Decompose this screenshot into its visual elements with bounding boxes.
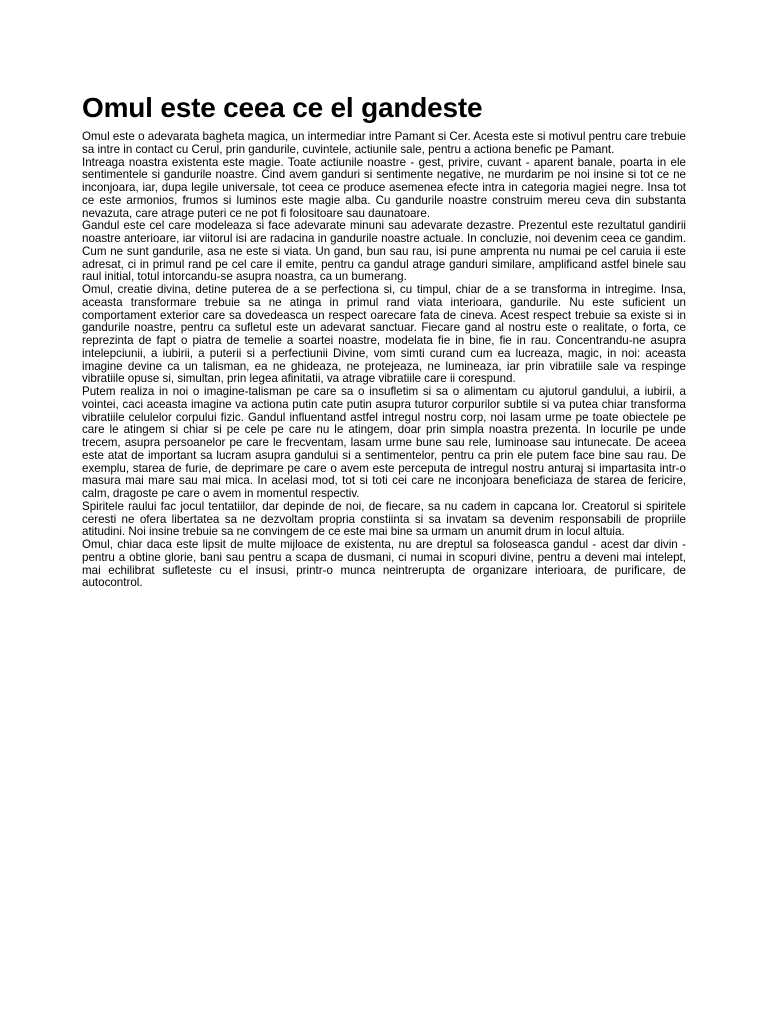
paragraph: Putem realiza in noi o imagine-talisman pe care sa o insufletim si sa o alimentam cu ajutorul gandului, a iubirii, a vointei, caci aceasta imagine va actiona putin cate putin asupra tuturor corpurilor subtile si va putea chiar transforma vibratiile celulelor corpului fizic. Gandul influentand astfel intregul nostru corp, noi lasam urme pe toate obiectele pe care le atingem si chiar si pe cele pe care nu le atingem, doar prin simpla noastra prezenta. In locurile pe unde trecem, asupra persoanelor pe care le frecventam, lasam urme bune sau rele, luminoase sau intunecate. De aceea este atat de important sa lucram asupra gandului si a sentimentelor, pentru ca prin ele putem face bine sau rau. De exemplu, starea de furie, de deprimare pe care o avem este perceputa de intregul nostru anturaj si impartasita intr-o masura mai mare sau mai mica. In acelasi mod, tot si toti cei care ne inconjoara beneficiaza de starea de fericire, calm, dragoste pe care o avem in momentul respectiv. bbox=[82, 385, 686, 500]
paragraph: Intreaga noastra existenta este magie. Toate actiunile noastre - gest, privire, cuvant - aparent banale, poarta in ele sentimentele si gandurile noastre. Cind avem ganduri si sentimente negative, ne murdarim pe noi insine si tot ce ne inconjoara, iar, dupa legile universale, tot ceea ce produce asemenea efecte intra in categoria magiei negre. Insa tot ce este armonios, frumos si luminos este magie alba. Cu gandurile noastre construim mereu ceva din substanta nevazuta, care atrage puteri ce ne pot fi folositoare sau daunatoare. bbox=[82, 155, 686, 220]
paragraph: Gandul este cel care modeleaza si face adevarate minuni sau adevarate dezastre. Prezentul este rezultatul gandirii noastre anterioare, iar viitorul isi are radacina in gandurile noastre actuale. In concluzie, noi devenim ceea ce gandim. Cum ne sunt gandurile, asa ne este si viata. Un gand, bun sau rau, isi pune amprenta nu numai pe cel caruia ii este adresat, ci in primul rand pe cel care il emite, pentru ca gandul atrage ganduri similare, amplificand astfel binele sau raul initial, totul intorcandu-se asupra noastra, ca un bumerang. bbox=[82, 219, 686, 284]
paragraph: Omul, creatie divina, detine puterea de a se perfectiona si, cu timpul, chiar de a se transforma in intregime. Insa, aceasta transformare trebuie sa ne atinga in primul rand viata interioara, gandurile. Nu este suficient un comportament exterior care sa dovedeasca un respect oarecare fata de cineva. Acest respect trebuie sa existe si in gandurile noastre, pentru ca sufletul este un adevarat sanctuar. Fiecare gand al nostru este o realitate, o forta, ce reprezinta de fapt o piatra de temelie a soartei noastre, modelata fie in bine, fie in rau. Concentrandu-ne asupra intelepciunii, a iubirii, a puterii si a perfectiunii Divine, vom simti curand cum ea lucreaza, magic, in noi: aceasta imagine devine ca un talisman, ea ne ghideaza, ne protejeaza, ne lumineaza, iar prin vibratiile sale va respinge vibratiile opuse si, simultan, prin legea afinitatii, va atrage vibratiile care ii corespund. bbox=[82, 283, 686, 386]
document-body bbox=[82, 131, 686, 590]
paragraph: Omul, chiar daca este lipsit de multe mijloace de existenta, nu are dreptul sa foloseasca gandul - acest dar divin - pentru a obtine glorie, bani sau pentru a scapa de dusmani, ci numai in scopuri divine, pentru a deveni mai intelept, mai echilibrat sufleteste cu el insusi, printr-o munca neintrerupta de organizare interioara, de purificare, de autocontrol. bbox=[82, 538, 686, 590]
paragraph: Omul este o adevarata bagheta magica, un intermediar intre Pamant si Cer. Acesta este si motivul pentru care trebuie sa intre in contact cu Cerul, prin gandurile, cuvintele, actiunile sale, pentru a actiona benefic pe Pamant. bbox=[82, 130, 686, 156]
paragraph: Spiritele raului fac jocul tentatiilor, dar depinde de noi, de fiecare, sa nu cadem in capcana lor. Creatorul si spiritele ceresti ne ofera libertatea sa ne dezvoltam propria constiinta si sa invatam sa devenim responsabili de propriile atitudini. Noi insine trebuie sa ne convingem de ce este mai bine sa urmam un anumit drum in locul altuia. bbox=[82, 499, 686, 539]
document-content bbox=[82, 90, 686, 590]
document-title: Omul este ceea ce el gandeste bbox=[82, 92, 483, 123]
